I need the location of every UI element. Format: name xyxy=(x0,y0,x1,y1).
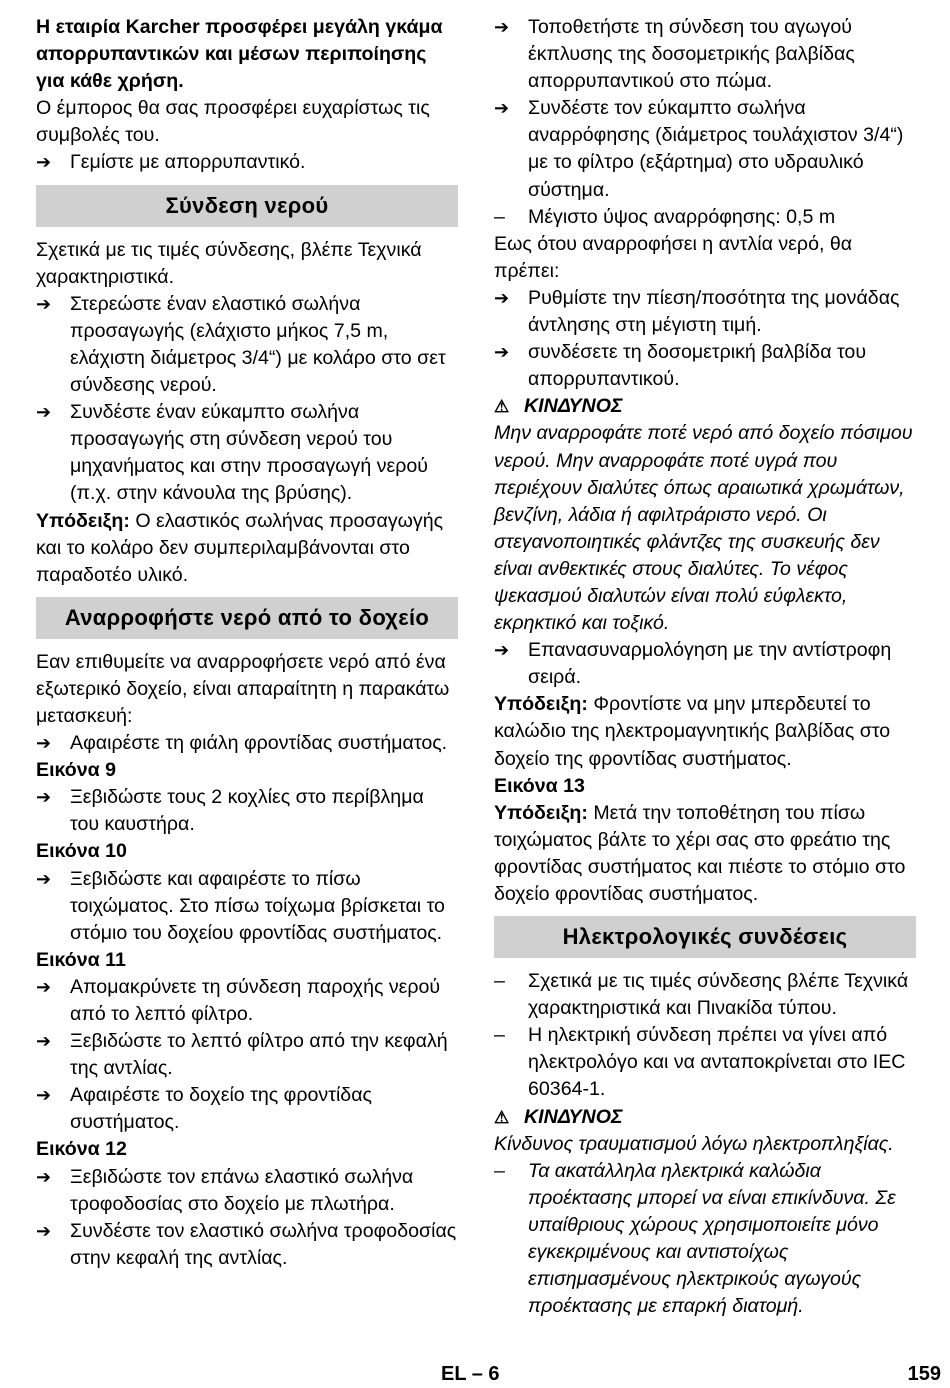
step-text: Τοποθετήστε τη σύνδεση του αγωγού έκπλυσης της δοσομετρικής βαλβίδας απορρυπαντικού στο πώμα. xyxy=(528,16,855,93)
instruction-step xyxy=(494,285,916,339)
dash-list-item xyxy=(494,968,916,1022)
instruction-step xyxy=(494,14,916,95)
right-column xyxy=(494,14,916,1320)
bold-text: Εικόνα 9 xyxy=(36,759,117,782)
arrow-icon: ➔ xyxy=(494,287,510,308)
paragraph: Ο έμπορος θα σας προσφέρει ευχαρίστως τις συμβολές του. xyxy=(36,97,430,147)
bold-text: Εικόνα 10 xyxy=(36,840,127,863)
dash-list-item xyxy=(494,1022,916,1103)
instruction-step xyxy=(494,95,916,203)
step-text: Γεμίστε με απορρυπαντικό. xyxy=(70,151,306,174)
dash-bullet: – xyxy=(494,970,505,993)
arrow-icon: ➔ xyxy=(494,342,510,363)
instruction-step xyxy=(36,1082,458,1136)
note-label: Υπόδειξη: xyxy=(36,509,130,532)
step-text: Επανασυναρμολόγηση με την αντίστροφη σειρά. xyxy=(528,639,892,689)
instruction-step xyxy=(36,1028,458,1082)
page-number: 159 xyxy=(907,1363,941,1385)
danger-warning xyxy=(494,393,916,420)
step-text: Ρυθμίστε την πίεση/ποσότητα της μονάδας άντλησης στη μέγιστη τιμή. xyxy=(528,286,900,337)
dash-bullet: – xyxy=(494,1024,505,1047)
arrow-icon: ➔ xyxy=(36,733,52,754)
dash-bullet: – xyxy=(494,205,505,228)
paragraph: Εαν επιθυμείτε να αναρροφήσετε νερό από ένα εξωτερικό δοχείο, είναι απαραίτητη η παρακάτω μετασκευή: xyxy=(36,650,450,727)
section-heading: Αναρροφήστε νερό από το δοχείο xyxy=(36,597,458,639)
instruction-step xyxy=(36,866,458,947)
note-text: Μετά την τοποθέτηση του πίσω τοιχώματος βάλτε το χέρι σας στο φρεάτιο της φροντίδας συστήματος και πιέστε το στόμιο στο δοχείο φροντίδας συστήματος. xyxy=(494,801,906,905)
arrow-icon: ➔ xyxy=(494,640,510,661)
arrow-icon: ➔ xyxy=(36,1031,52,1052)
section-heading: Σύνδεση νερού xyxy=(36,185,458,227)
arrow-icon: ➔ xyxy=(36,868,52,889)
note-label: Υπόδειξη: xyxy=(494,693,588,716)
arrow-icon: ➔ xyxy=(36,293,52,314)
paragraph: Εως ότου αναρροφήσει η αντλία νερό, θα πρέπει: xyxy=(494,232,853,282)
instruction-step xyxy=(36,784,458,838)
note-paragraph xyxy=(494,691,916,772)
instruction-step xyxy=(36,399,458,507)
warning-icon: ⚠ xyxy=(494,397,510,417)
arrow-icon: ➔ xyxy=(36,152,52,173)
step-text: Η ηλεκτρική σύνδεση πρέπει να γίνει από ηλεκτρολόγο και να ανταποκρίνεται στο IEC 60364-1. xyxy=(528,1024,906,1101)
dash-list-item xyxy=(494,204,916,231)
step-text: Ξεβιδώστε τους 2 κοχλίες στο περίβλημα του καυστήρα. xyxy=(70,786,424,836)
arrow-icon: ➔ xyxy=(36,1220,52,1241)
instruction-step xyxy=(494,637,916,691)
step-text: Αφαιρέστε τη φιάλη φροντίδας συστήματος. xyxy=(70,732,448,755)
instruction-step xyxy=(36,1218,458,1272)
step-text: Ξεβιδώστε το λεπτό φίλτρο από την κεφαλή της αντλίας. xyxy=(70,1030,448,1080)
arrow-icon: ➔ xyxy=(494,98,510,119)
danger-label: ΚΙΝΔΥΝΟΣ xyxy=(524,395,623,418)
step-text: Τα ακατάλληλα ηλεκτρικά καλώδια προέκτασης μπορεί να είναι επικίνδυνα. Σε υπαίθριους χώρους χρησιμοποιείτε μόνο εγκεκριμένους και αντιστοίχως επισημασμένους ηλεκτρικούς αγωγούς προέκτασης με επαρκή διατομή. xyxy=(528,1159,896,1318)
paragraph: Σχετικά με τις τιμές σύνδεσης, βλέπε Τεχνικά χαρακτηριστικά. xyxy=(36,238,422,288)
note-paragraph xyxy=(36,508,458,589)
bold-text: Εικόνα 12 xyxy=(36,1138,127,1161)
step-text: Αφαιρέστε το δοχείο της φροντίδας συστήματος. xyxy=(70,1084,372,1134)
dash-list-item xyxy=(494,1158,916,1321)
note-text: Ο ελαστικός σωλήνας προσαγωγής και το κολάρο δεν συμπεριλαμβάνονται στο παραδοτέο υλικό. xyxy=(36,509,444,586)
instruction-step xyxy=(494,339,916,393)
footer-section-label: EL – 6 xyxy=(441,1363,500,1385)
danger-label: ΚΙΝΔΥΝΟΣ xyxy=(524,1105,623,1128)
step-text: Σχετικά με τις τιμές σύνδεσης βλέπε Τεχνικά χαρακτηριστικά και Πινακίδα τύπου. xyxy=(528,970,909,1020)
step-text: Συνδέστε τον ελαστικό σωλήνα τροφοδοσίας στην κεφαλή της αντλίας. xyxy=(70,1219,457,1269)
note-label: Υπόδειξη: xyxy=(494,801,588,824)
dash-bullet: – xyxy=(494,1159,505,1182)
instruction-step xyxy=(36,291,458,399)
instruction-step xyxy=(36,149,458,176)
warning-icon: ⚠ xyxy=(494,1107,510,1127)
step-text: Ξεβιδώστε και αφαιρέστε το πίσω τοιχώματος. Στο πίσω τοίχωμα βρίσκεται το στόμιο του δοχείου φροντίδας συστήματος. xyxy=(70,867,445,944)
arrow-icon: ➔ xyxy=(36,1166,52,1187)
step-text: Ξεβιδώστε τον επάνω ελαστικό σωλήνα τροφοδοσίας στο δοχείο με πλωτήρα. xyxy=(70,1165,414,1215)
warning-text: Κίνδυνος τραυματισμού λόγω ηλεκτροπληξίας. xyxy=(494,1132,894,1155)
instruction-step xyxy=(36,730,458,757)
arrow-icon: ➔ xyxy=(36,1085,52,1106)
section-heading: Ηλεκτρολογικές συνδέσεις xyxy=(494,916,916,958)
step-text: Μέγιστο ύψος αναρρόφησης: 0,5 m xyxy=(528,205,836,228)
left-column xyxy=(36,14,458,1272)
step-text: Συνδέστε έναν εύκαμπτο σωλήνα προσαγωγής στη σύνδεση νερού του μηχανήματος και στην προσαγωγή νερού (π.χ. στην κάνουλα της βρύσης). xyxy=(70,401,428,505)
instruction-step xyxy=(36,1164,458,1218)
arrow-icon: ➔ xyxy=(494,17,510,37)
note-text: Φροντίστε να μην μπερδευτεί το καλώδιο της ηλεκτρομαγνητικής βαλβίδας στο δοχείο της φροντίδας συστήματος. xyxy=(494,693,891,770)
bold-text: Εικόνα 13 xyxy=(494,774,585,797)
danger-warning xyxy=(494,1104,916,1131)
arrow-icon: ➔ xyxy=(36,787,52,808)
instruction-step xyxy=(36,974,458,1028)
bold-text: Η εταιρία Karcher προσφέρει μεγάλη γκάμα απορρυπαντικών και μέσων περιποίησης για κάθε χρήση. xyxy=(36,16,443,93)
step-text: συνδέσετε τη δοσομετρική βαλβίδα του απορρυπαντικού. xyxy=(528,341,867,391)
arrow-icon: ➔ xyxy=(36,402,52,423)
step-text: Στερεώστε έναν ελαστικό σωλήνα προσαγωγής (ελάχιστο μήκος 7,5 m, ελάχιστη διάμετρος 3/4“) με κολάρο στο σετ σύνδεσης νερού. xyxy=(70,292,446,397)
step-text: Απομακρύνετε τη σύνδεση παροχής νερού από το λεπτό φίλτρο. xyxy=(70,975,441,1025)
bold-text: Εικόνα 11 xyxy=(36,948,126,971)
note-paragraph xyxy=(494,800,916,908)
warning-text: Μην αναρροφάτε ποτέ νερό από δοχείο πόσιμου νερού. Μην αναρροφάτε ποτέ υγρά που περιέχουν διαλύτες όπως αραιωτικά χρωμάτων, βενζίνη, λάδια ή αφιλτράριστο νερό. Οι στεγανοποιητικές φλάντζες της συσκευής δεν είναι ανθεκτικές στους διαλύτες. Το νέφος ψεκασμού διαλυτών είναι πολύ εύφλεκτο, εκρηκτικό και τοξικό. xyxy=(494,422,913,635)
arrow-icon: ➔ xyxy=(36,976,52,997)
step-text: Συνδέστε τον εύκαμπτο σωλήνα αναρρόφησης (διάμετρος τουλάχιστον 3/4“) με το φίλτρο (εξάρτημα) στο υδραυλικό σύστημα. xyxy=(528,97,904,201)
